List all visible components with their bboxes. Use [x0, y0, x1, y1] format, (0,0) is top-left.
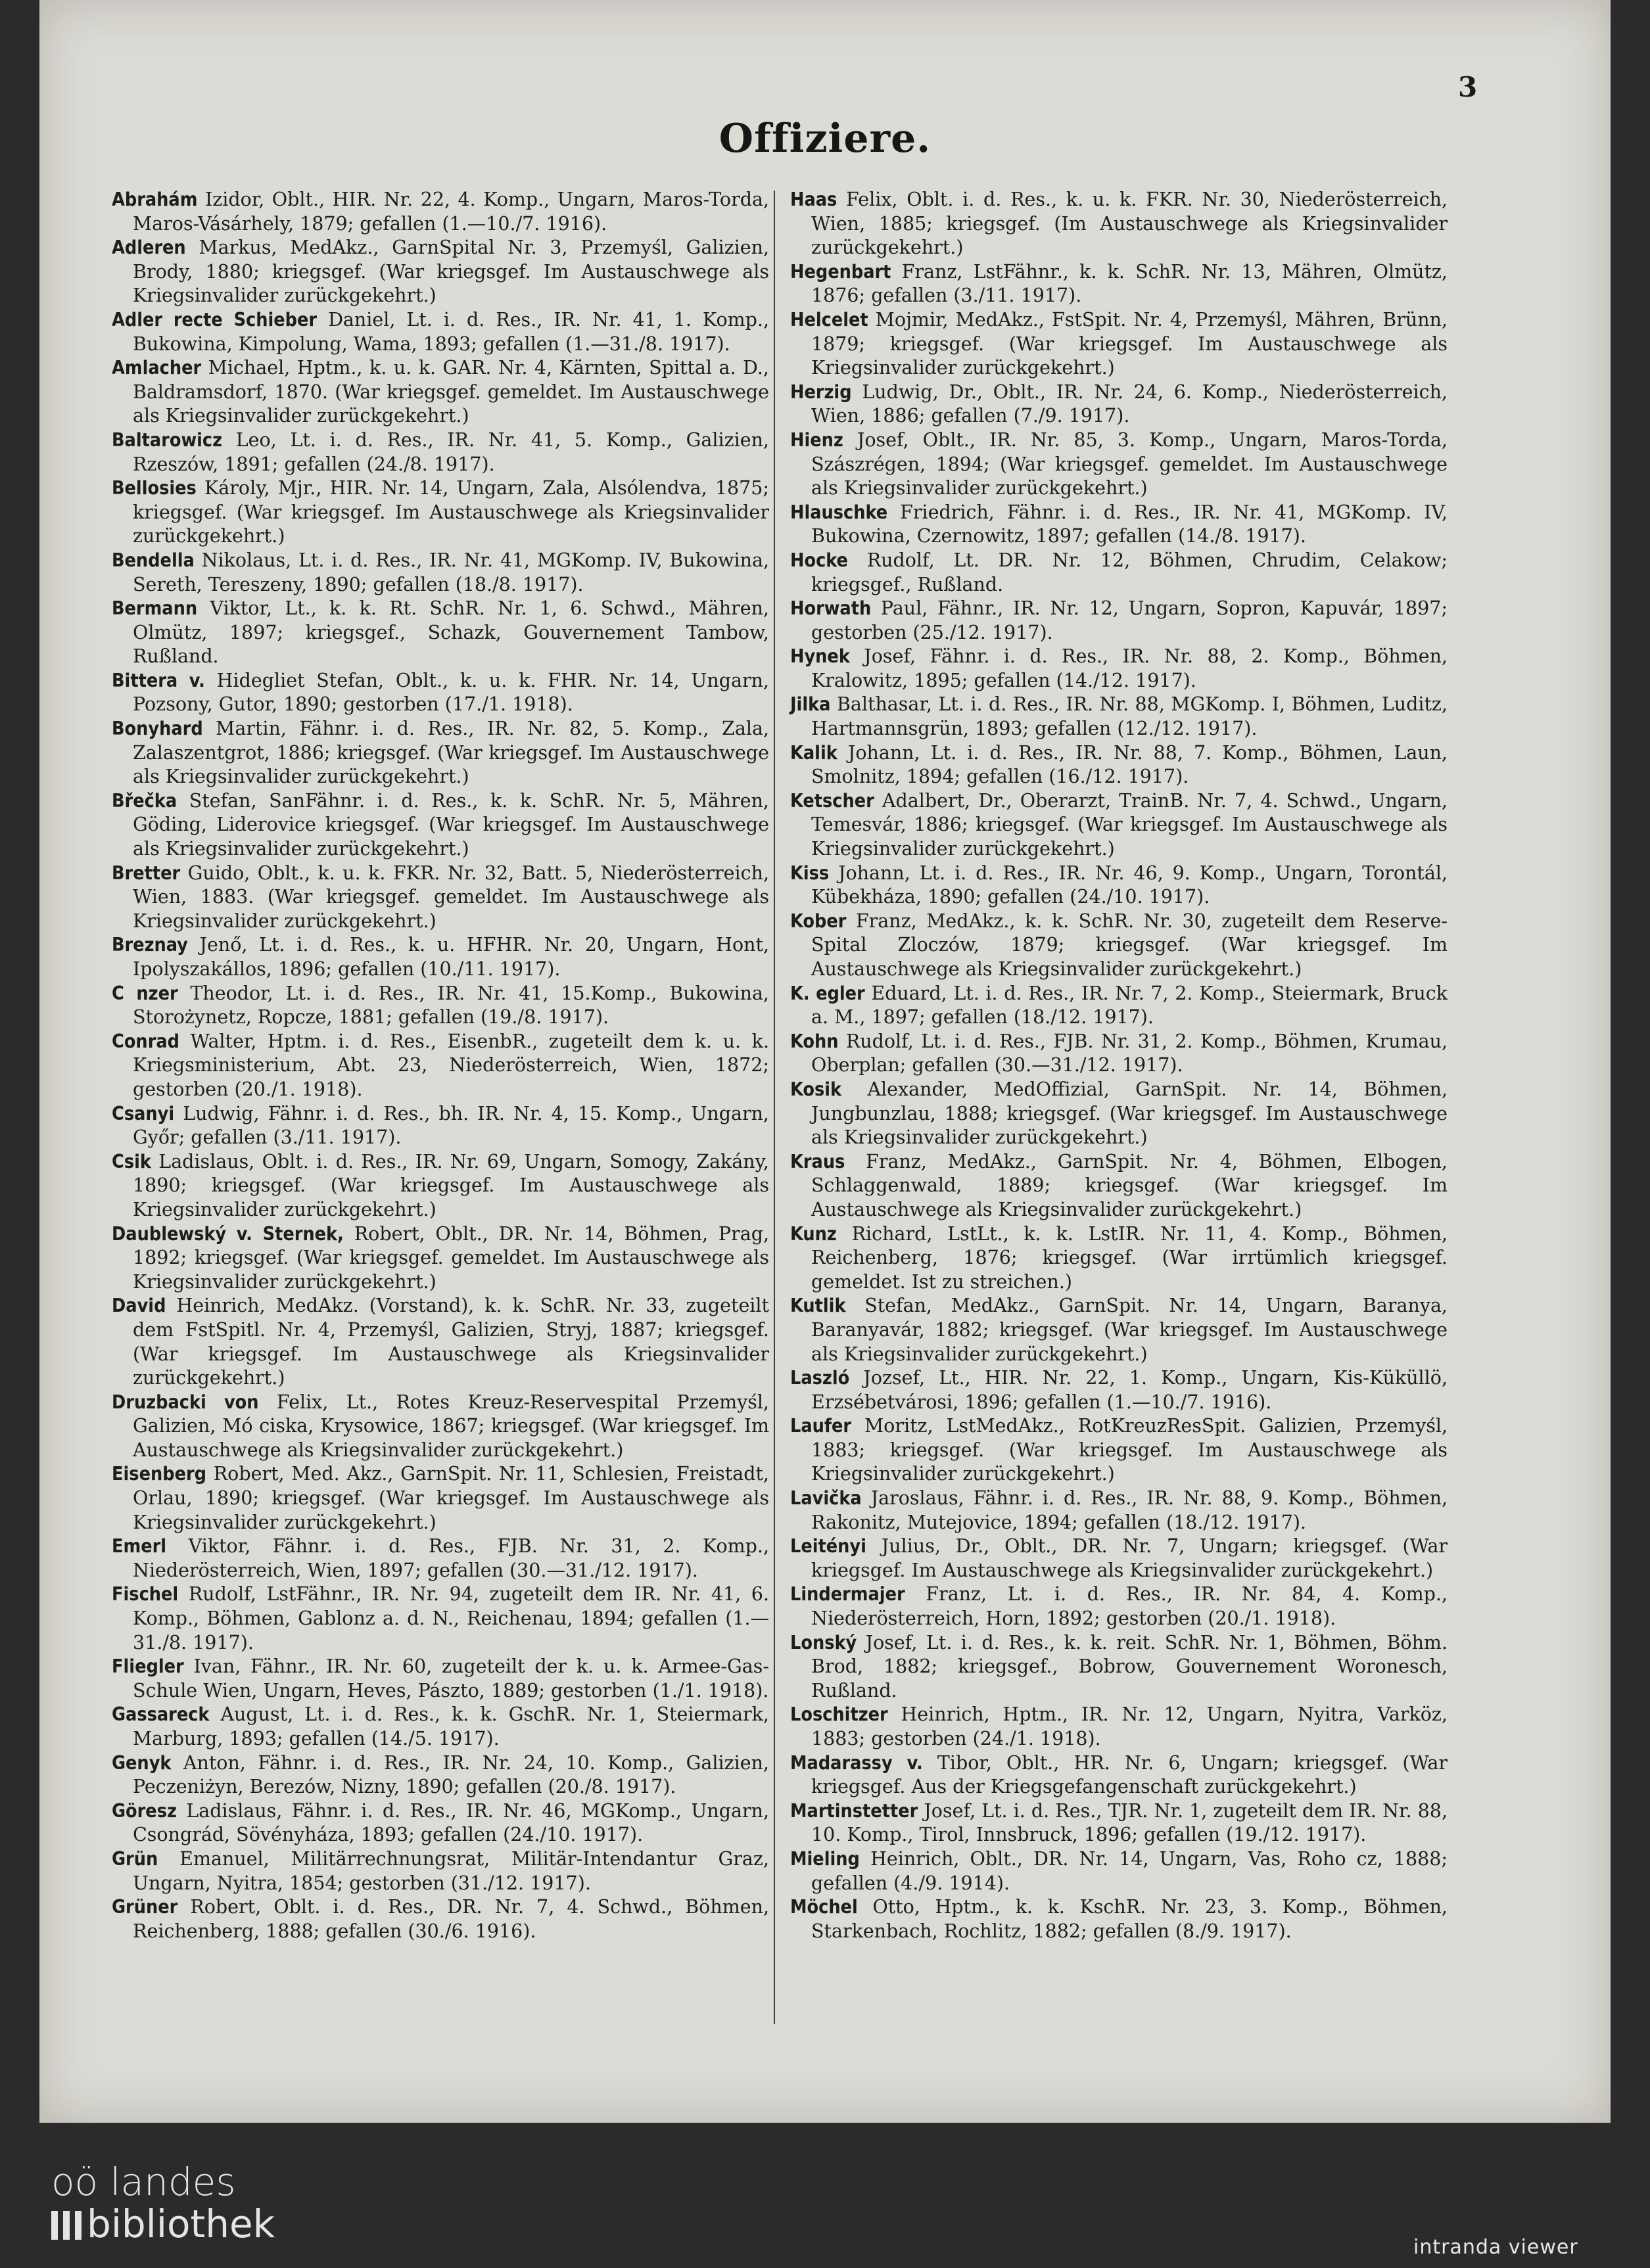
officer-entry	[790, 1799, 1448, 1847]
officer-entry	[790, 1294, 1448, 1366]
officer-surname: Mieling	[790, 1847, 860, 1870]
officer-details: Josef, Oblt., IR. Nr. 85, 3. Komp., Ungarn, Maros-Torda, Szászrégen, 1894; (War kriegsgef. gemeldet. Im Austauschwege als Kriegsinvalider zurückgekehrt.)	[811, 428, 1448, 499]
officer-entry	[790, 645, 1448, 693]
officer-details: Heinrich, MedAkz. (Vorstand), k. k. SchR. Nr. 33, zugeteilt dem FstSpitl. Nr. 4, Przemyśl, Galizien, Stryj, 1887; kriegsgef. (War kriegsgef. Im Austauschwege als Kriegsinvalider zurückgekehrt.)	[133, 1295, 769, 1389]
officer-surname: Adler recte Schieber	[112, 308, 318, 331]
officer-entry	[790, 862, 1448, 910]
officer-details: Guido, Oblt., k. u. k. FKR. Nr. 32, Batt. 5, Niederösterreich, Wien, 1883. (War kriegsgef. gemeldet. Im Austauschwege als Kriegsinvalider zurückgekehrt.)	[133, 862, 769, 932]
officer-details: Viktor, Fähnr. i. d. Res., FJB. Nr. 31, 2. Komp., Niederösterreich, Wien, 1897; gefallen (30.—31./12. 1917).	[133, 1535, 769, 1581]
officer-surname: Bretter	[112, 862, 181, 884]
officer-surname: Leitényi	[790, 1535, 866, 1558]
officer-entry	[112, 1895, 769, 1943]
officer-details: Adalbert, Dr., Oberarzt, TrainB. Nr. 7, 4. Schwd., Ungarn, Temesvár, 1886; kriegsgef. (War kriegsgef. Im Austauschwege als Kriegsinvalider zurückgekehrt.)	[811, 789, 1448, 860]
officer-surname: Amlacher	[112, 357, 202, 379]
officer-surname: Helcelet	[790, 308, 868, 331]
logo-line-1: oö landes	[51, 2160, 236, 2204]
officer-details: Emanuel, Militärrechnungsrat, Militär-Intendantur Graz, Ungarn, Nyitra, 1854; gestorben (31./12. 1917).	[133, 1847, 769, 1894]
officer-entry	[790, 501, 1448, 549]
page-number: 3	[1458, 71, 1478, 103]
officer-details: Markus, MedAkz., GarnSpital Nr. 3, Przemyśl, Galizien, Brody, 1880; kriegsgef. (War kriegsgef. Im Austauschwege als Kriegsinvalider zurückgekehrt.)	[133, 237, 770, 307]
officer-entry	[112, 308, 769, 356]
officer-details: Josef, Lt. i. d. Res., k. k. reit. SchR. Nr. 1, Böhmen, Böhm. Brod, 1882; kriegsgef., Bobrow, Gouvernement Woronesch, Rußland.	[811, 1631, 1448, 1701]
officer-surname: Kiss	[790, 862, 830, 884]
column-divider	[774, 191, 775, 2024]
officer-details: Franz, LstFähnr., k. k. SchR. Nr. 13, Mähren, Olmütz, 1876; gefallen (3./11. 1917).	[811, 260, 1448, 307]
officer-details: Ludwig, Fähnr. i. d. Res., bh. IR. Nr. 4, 15. Komp., Ungarn, Győr; gefallen (3./11. 1917).	[133, 1102, 769, 1149]
officer-entry	[112, 1799, 769, 1847]
officer-surname: Baltarowicz	[112, 428, 223, 451]
officer-entry	[790, 789, 1448, 862]
officer-details: Jenő, Lt. i. d. Res., k. u. HFHR. Nr. 20, Ungarn, Hont, Ipolyszakállos, 1896; gefallen (10./11. 1917).	[133, 934, 769, 980]
officer-surname: Laufer	[790, 1415, 852, 1437]
officer-surname: Grüner	[112, 1896, 178, 1918]
officer-details: Tibor, Oblt., HR. Nr. 6, Ungarn; kriegsgef. (War kriegsgef. Aus der Kriegsgefangenschaft zurückgekehrt.)	[811, 1751, 1448, 1798]
officer-entry	[790, 597, 1448, 645]
officer-details: Leo, Lt. i. d. Res., IR. Nr. 41, 5. Komp., Galizien, Rzeszów, 1891; gefallen (24./8. 1917).	[133, 428, 769, 475]
officer-surname: Gassareck	[112, 1703, 210, 1726]
officer-entry	[112, 669, 769, 717]
officer-entry	[790, 741, 1448, 789]
officer-details: Alexander, MedOffizial, GarnSpit. Nr. 14, Böhmen, Jungbunzlau, 1888; kriegsgef. (War kriegsgef. Im Austauschwege als Kriegsinvalider zurückgekehrt.)	[811, 1078, 1448, 1149]
officer-details: Paul, Fähnr., IR. Nr. 12, Ungarn, Sopron, Kapuvár, 1897; gestorben (25./12. 1917).	[811, 597, 1448, 643]
officer-details: Franz, Lt. i. d. Res., IR. Nr. 84, 4. Komp., Niederösterreich, Horn, 1892; gestorben (20./1. 1918).	[811, 1583, 1448, 1630]
officer-surname: Hegenbart	[790, 260, 891, 283]
document-page	[39, 0, 1611, 2123]
officer-surname: Abrahám	[112, 189, 198, 210]
officer-surname: Conrad	[112, 1030, 179, 1052]
officer-surname: Bonyhard	[112, 718, 203, 740]
officer-details: Julius, Dr., Oblt., DR. Nr. 7, Ungarn; kriegsgef. (War kriegsgef. Im Austauschwege als Kriegsinvalider zurückgekehrt.)	[811, 1535, 1448, 1581]
officer-surname: Kraus	[790, 1150, 845, 1172]
officer-surname: Lindermajer	[790, 1583, 905, 1606]
officer-surname: Hocke	[790, 549, 848, 571]
officer-entry	[112, 597, 769, 669]
officer-surname: Haas	[790, 189, 837, 210]
officer-entry	[790, 1414, 1448, 1487]
officer-entry	[790, 1366, 1448, 1414]
officer-entry	[112, 1655, 769, 1703]
officer-surname: Kunz	[790, 1222, 837, 1245]
officer-details: Nikolaus, Lt. i. d. Res., IR. Nr. 41, MGKomp. IV, Bukowina, Sereth, Tereszeny, 1890; gefallen (18./8. 1917).	[133, 549, 769, 595]
officer-details: Hidegliet Stefan, Oblt., k. u. k. FHR. Nr. 14, Ungarn, Pozsony, Gutor, 1890; gestorben (17./1. 1918).	[133, 669, 770, 716]
officer-entry	[112, 982, 769, 1030]
officer-details: Josef, Fähnr. i. d. Res., IR. Nr. 88, 2. Komp., Böhmen, Kralowitz, 1895; gefallen (14./12. 1917).	[811, 645, 1448, 691]
officer-entry	[112, 428, 769, 476]
officer-details: Rudolf, Lt. DR. Nr. 12, Böhmen, Chrudim, Celakow; kriegsgef., Rußland.	[811, 549, 1448, 595]
officer-surname: Bellosies	[112, 477, 197, 499]
officer-details: Robert, Oblt. i. d. Res., DR. Nr. 7, 4. Schwd., Böhmen, Reichenberg, 1888; gefallen (30./6. 1916).	[133, 1896, 769, 1942]
officer-surname: K. egler	[790, 982, 865, 1004]
officer-entry	[790, 260, 1448, 308]
officer-entry	[790, 982, 1448, 1030]
officer-details: Moritz, LstMedAkz., RotKreuzResSpit. Galizien, Przemyśl, 1883; kriegsgef. (War kriegsgef. Im Austauschwege als Kriegsinvalider zurückgekehrt.)	[811, 1415, 1448, 1485]
officer-entry	[112, 356, 769, 428]
officer-surname: Jilka	[790, 693, 831, 716]
officer-details: Michael, Hptm., k. u. k. GAR. Nr. 4, Kärnten, Spittal a. D., Baldramsdorf, 1870. (War kriegsgef. gemeldet. Im Austauschwege als Kriegsinvalider zurückgekehrt.)	[133, 357, 769, 427]
officer-surname: Kalik	[790, 741, 837, 764]
officer-details: Martin, Fähnr. i. d. Res., IR. Nr. 82, 5. Komp., Zala, Zalaszentgrot, 1886; kriegsgef. (War kriegsgef. Im Austauschwege als Kriegsinvalider zurückgekehrt.)	[133, 718, 770, 788]
officer-entry	[790, 1150, 1448, 1222]
officer-surname: Bendella	[112, 549, 195, 571]
officer-details: Johann, Lt. i. d. Res., IR. Nr. 46, 9. Komp., Ungarn, Torontál, Kübekháza, 1890; gefallen (24./10. 1917).	[811, 862, 1448, 908]
officer-surname: David	[112, 1295, 166, 1317]
officer-surname: Bermann	[112, 597, 198, 620]
officer-details: Stefan, MedAkz., GarnSpit. Nr. 14, Ungarn, Baranya, Baranyavár, 1882; kriegsgef. (War kriegsgef. Im Austauschwege als Kriegsinvalider zurückgekehrt.)	[811, 1295, 1448, 1365]
officer-entry	[790, 1222, 1448, 1295]
officer-entry	[112, 1535, 769, 1583]
officer-entry	[790, 549, 1448, 597]
officer-surname: Eisenberg	[112, 1463, 206, 1485]
officer-surname: Hynek	[790, 645, 850, 668]
officer-entry	[790, 1030, 1448, 1078]
logo-bars-icon	[51, 2211, 82, 2240]
officer-surname: Kober	[790, 910, 847, 932]
officer-surname: Lavička	[790, 1487, 862, 1510]
officer-entry	[112, 862, 769, 934]
officer-surname: Fliegler	[112, 1655, 184, 1678]
officer-surname: Csanyi	[112, 1102, 175, 1124]
library-logo[interactable]	[51, 2161, 275, 2245]
officer-surname: Lonský	[790, 1631, 857, 1654]
officer-details: Felix, Oblt. i. d. Res., k. u. k. FKR. Nr. 30, Niederösterreich, Wien, 1885; kriegsgef. (Im Austauschwege als Kriegsinvalider zurückgekehrt.)	[811, 189, 1448, 259]
officer-surname: Břečka	[112, 789, 177, 812]
officer-entry	[112, 1703, 769, 1751]
officer-details: Franz, MedAkz., GarnSpit. Nr. 4, Böhmen, Elbogen, Schlaggenwald, 1889; kriegsgef. (War kriegsgef. Im Austauschwege als Kriegsinvalider zurückgekehrt.)	[811, 1150, 1448, 1220]
officer-surname: Breznay	[112, 934, 188, 956]
officer-surname: Emerl	[112, 1535, 167, 1558]
right-column	[790, 188, 1448, 1943]
officer-entry	[112, 1030, 769, 1102]
officer-entry	[790, 1487, 1448, 1535]
officer-details: Ludwig, Dr., Oblt., IR. Nr. 24, 6. Komp., Niederösterreich, Wien, 1886; gefallen (7./9. 1917).	[811, 381, 1448, 427]
officer-details: Ladislaus, Oblt. i. d. Res., IR. Nr. 69, Ungarn, Somogy, Zakány, 1890; kriegsgef. (War kriegsgef. Im Austauschwege als Kriegsinvalider zurückgekehrt.)	[133, 1150, 769, 1220]
officer-entry	[790, 188, 1448, 260]
officer-details: Károly, Mjr., HIR. Nr. 14, Ungarn, Zala, Alsólendva, 1875; kriegsgef. (War kriegsgef. Im Austauschwege als Kriegsinvalider zurückgekehrt.)	[133, 477, 770, 547]
viewer-label[interactable]: intranda viewer	[1413, 2236, 1578, 2259]
officer-surname: Kohn	[790, 1030, 839, 1052]
officer-details: Ivan, Fähnr., IR. Nr. 60, zugeteilt der k. u. k. Armee-Gas-Schule Wien, Ungarn, Heves, Pászto, 1889; gestorben (1./1. 1918).	[133, 1655, 769, 1701]
officer-details: Rudolf, LstFähnr., IR. Nr. 94, zugeteilt dem IR. Nr. 41, 6. Komp., Böhmen, Gablonz a. d. N., Reichenau, 1894; gefallen (1.—31./8. 1917).	[133, 1583, 770, 1654]
officer-entry	[790, 381, 1448, 428]
officer-entry	[790, 428, 1448, 501]
officer-entry	[790, 1895, 1448, 1943]
officer-surname: Horwath	[790, 597, 872, 620]
officer-entry	[112, 1847, 769, 1895]
officer-entry	[112, 1462, 769, 1535]
officer-entry	[112, 236, 769, 308]
officer-surname: Csik	[112, 1150, 151, 1172]
officer-details: August, Lt. i. d. Res., k. k. GschR. Nr. 1, Steiermark, Marburg, 1893; gefallen (14./5. 1917).	[133, 1703, 769, 1749]
officer-details: Anton, Fähnr. i. d. Res., IR. Nr. 24, 10. Komp., Galizien, Peczeniżyn, Berezów, Nizny, 1890; gefallen (20./8. 1917).	[133, 1751, 769, 1798]
officer-entry	[112, 1294, 769, 1390]
left-column	[112, 188, 769, 1943]
officer-entry	[790, 1631, 1448, 1703]
officer-details: Walter, Hptm. i. d. Res., EisenbR., zugeteilt dem k. u. k. Kriegsministerium, Abt. 23, Niederösterreich, Wien, 1872; gestorben (20./1. 1918).	[133, 1030, 769, 1100]
officer-entry	[112, 1583, 769, 1655]
officer-entry	[790, 1751, 1448, 1799]
officer-entry	[112, 933, 769, 981]
officer-details: Robert, Med. Akz., GarnSpit. Nr. 11, Schlesien, Freistadt, Orlau, 1890; kriegsgef. (War kriegsgef. Im Austauschwege als Kriegsinvalider zurückgekehrt.)	[133, 1463, 769, 1533]
officer-surname: C nzer	[112, 982, 178, 1004]
officer-details: Heinrich, Oblt., DR. Nr. 14, Ungarn, Vas, Roho cz, 1888; gefallen (4./9. 1914).	[811, 1847, 1448, 1894]
officer-surname: Fischel	[112, 1583, 179, 1606]
officer-entry	[790, 1847, 1448, 1895]
officer-surname: Madarassy v.	[790, 1751, 923, 1774]
officer-entry	[112, 1102, 769, 1150]
officer-entry	[790, 1583, 1448, 1631]
officer-details: Theodor, Lt. i. d. Res., IR. Nr. 41, 15.Komp., Bukowina, Storożynetz, Ropcze, 1881; gefallen (19./8. 1917).	[133, 982, 769, 1029]
officer-surname: Möchel	[790, 1896, 858, 1918]
officer-entry	[112, 1222, 769, 1295]
officer-entry	[790, 693, 1448, 741]
officer-entry	[112, 476, 769, 549]
officer-details: Stefan, SanFähnr. i. d. Res., k. k. SchR. Nr. 5, Mähren, Göding, Liderovice kriegsgef. (War kriegsgef. Im Austauschwege als Kriegsinvalider zurückgekehrt.)	[133, 789, 769, 860]
officer-entry	[112, 1391, 769, 1463]
officer-surname: Grün	[112, 1847, 158, 1870]
officer-entry	[112, 1150, 769, 1222]
officer-entry	[790, 1535, 1448, 1583]
officer-details: Felix, Lt., Rotes Kreuz-Reservespital Przemyśl, Galizien, Mó ciska, Krysowice, 1867; kriegsgef. (War kriegsgef. Im Austauschwege als Kriegsinvalider zurückgekehrt.)	[133, 1391, 769, 1461]
officer-surname: Göresz	[112, 1799, 177, 1822]
officer-details: Rudolf, Lt. i. d. Res., FJB. Nr. 31, 2. Komp., Böhmen, Krumau, Oberplan; gefallen (30.—31./12. 1917).	[811, 1030, 1448, 1076]
officer-entry	[790, 1703, 1448, 1751]
officer-surname: Bittera v.	[112, 669, 205, 691]
officer-surname: Hlauschke	[790, 501, 888, 523]
officer-details: Johann, Lt. i. d. Res., IR. Nr. 88, 7. Komp., Böhmen, Laun, Smolnitz, 1894; gefallen (16./12. 1917).	[811, 741, 1448, 788]
officer-details: Daniel, Lt. i. d. Res., IR. Nr. 41, 1. Komp., Bukowina, Kimpolung, Wama, 1893; gefallen (1.—31./8. 1917).	[133, 308, 770, 355]
officer-entry	[112, 717, 769, 789]
officer-details: Jozsef, Lt., HIR. Nr. 22, 1. Komp., Ungarn, Kis-Küküllö, Erzsébetvárosi, 1896; gefallen (1.—10./7. 1916).	[811, 1367, 1448, 1413]
officer-surname: Laszló	[790, 1367, 850, 1389]
officer-surname: Daublewský v. Sternek,	[112, 1222, 344, 1245]
officer-details: Izidor, Oblt., HIR. Nr. 22, 4. Komp., Ungarn, Maros-Torda, Maros-Vásárhely, 1879; gefallen (1.—10./7. 1916).	[133, 189, 770, 235]
officer-surname: Kutlik	[790, 1295, 846, 1317]
officer-entry	[790, 910, 1448, 982]
officer-surname: Ketscher	[790, 789, 874, 812]
officer-details: Josef, Lt. i. d. Res., TJR. Nr. 1, zugeteilt dem IR. Nr. 88, 10. Komp., Tirol, Innsbruck, 1896; gefallen (19./12. 1917).	[811, 1799, 1448, 1846]
officer-surname: Druzbacki von	[112, 1391, 259, 1413]
officer-details: Richard, LstLt., k. k. LstIR. Nr. 11, 4. Komp., Böhmen, Reichenberg, 1876; kriegsgef. (War irrtümlich kriegsgef. gemeldet. Ist zu streichen.)	[811, 1222, 1448, 1293]
officer-surname: Loschitzer	[790, 1703, 888, 1726]
officer-details: Otto, Hptm., k. k. KschR. Nr. 23, 3. Komp., Böhmen, Starkenbach, Rochlitz, 1882; gefallen (8./9. 1917).	[811, 1896, 1448, 1942]
officer-details: Friedrich, Fähnr. i. d. Res., IR. Nr. 41, MGKomp. IV, Bukowina, Czernowitz, 1897; gefallen (14./8. 1917).	[811, 501, 1448, 547]
officer-entry	[790, 1078, 1448, 1150]
officer-entry	[112, 549, 769, 597]
officer-surname: Martinstetter	[790, 1799, 918, 1822]
officer-details: Mojmir, MedAkz., FstSpit. Nr. 4, Przemyśl, Mähren, Brünn, 1879; kriegsgef. (War kriegsgef. Im Austauschwege als Kriegsinvalider zurückgekehrt.)	[811, 308, 1448, 379]
officer-details: Jaroslaus, Fähnr. i. d. Res., IR. Nr. 88, 9. Komp., Böhmen, Rakonitz, Mutejovice, 1894; gefallen (18./12. 1917).	[811, 1487, 1448, 1533]
officer-details: Eduard, Lt. i. d. Res., IR. Nr. 7, 2. Komp., Steiermark, Bruck a. M., 1897; gefallen (18./12. 1917).	[811, 982, 1448, 1029]
officer-surname: Herzig	[790, 381, 852, 403]
officer-details: Heinrich, Hptm., IR. Nr. 12, Ungarn, Nyitra, Varköz, 1883; gestorben (24./1. 1918).	[811, 1703, 1448, 1749]
officer-surname: Adleren	[112, 237, 186, 259]
logo-line-2: bibliothek	[87, 2202, 275, 2246]
officer-entry	[112, 188, 769, 236]
officer-entry	[790, 308, 1448, 381]
officer-entry	[112, 1751, 769, 1799]
officer-details: Ladislaus, Fähnr. i. d. Res., IR. Nr. 46, MGKomp., Ungarn, Csongrád, Sövényháza, 1893; gefallen (24./10. 1917).	[133, 1799, 770, 1846]
officer-surname: Hienz	[790, 428, 843, 451]
page-title: Offiziere.	[719, 116, 931, 162]
officer-surname: Kosik	[790, 1078, 842, 1100]
officer-details: Franz, MedAkz., k. k. SchR. Nr. 30, zugeteilt dem Reserve-Spital Zloczów, 1879; kriegsgef. (War kriegsgef. Im Austauschwege als Kriegsinvalider zurückgekehrt.)	[811, 910, 1448, 980]
officer-entry	[112, 789, 769, 862]
officer-surname: Genyk	[112, 1751, 172, 1774]
officer-details: Balthasar, Lt. i. d. Res., IR. Nr. 88, MGKomp. I, Böhmen, Luditz, Hartmannsgrün, 1893; gefallen (12./12. 1917).	[811, 693, 1448, 740]
officer-details: Robert, Oblt., DR. Nr. 14, Böhmen, Prag, 1892; kriegsgef. (War kriegsgef. gemeldet. Im Austauschwege als Kriegsinvalider zurückgekehrt.)	[133, 1222, 770, 1293]
officer-details: Viktor, Lt., k. k. Rt. SchR. Nr. 1, 6. Schwd., Mähren, Olmütz, 1897; kriegsgef., Schazk, Gouvernement Tambow, Rußland.	[133, 597, 769, 668]
